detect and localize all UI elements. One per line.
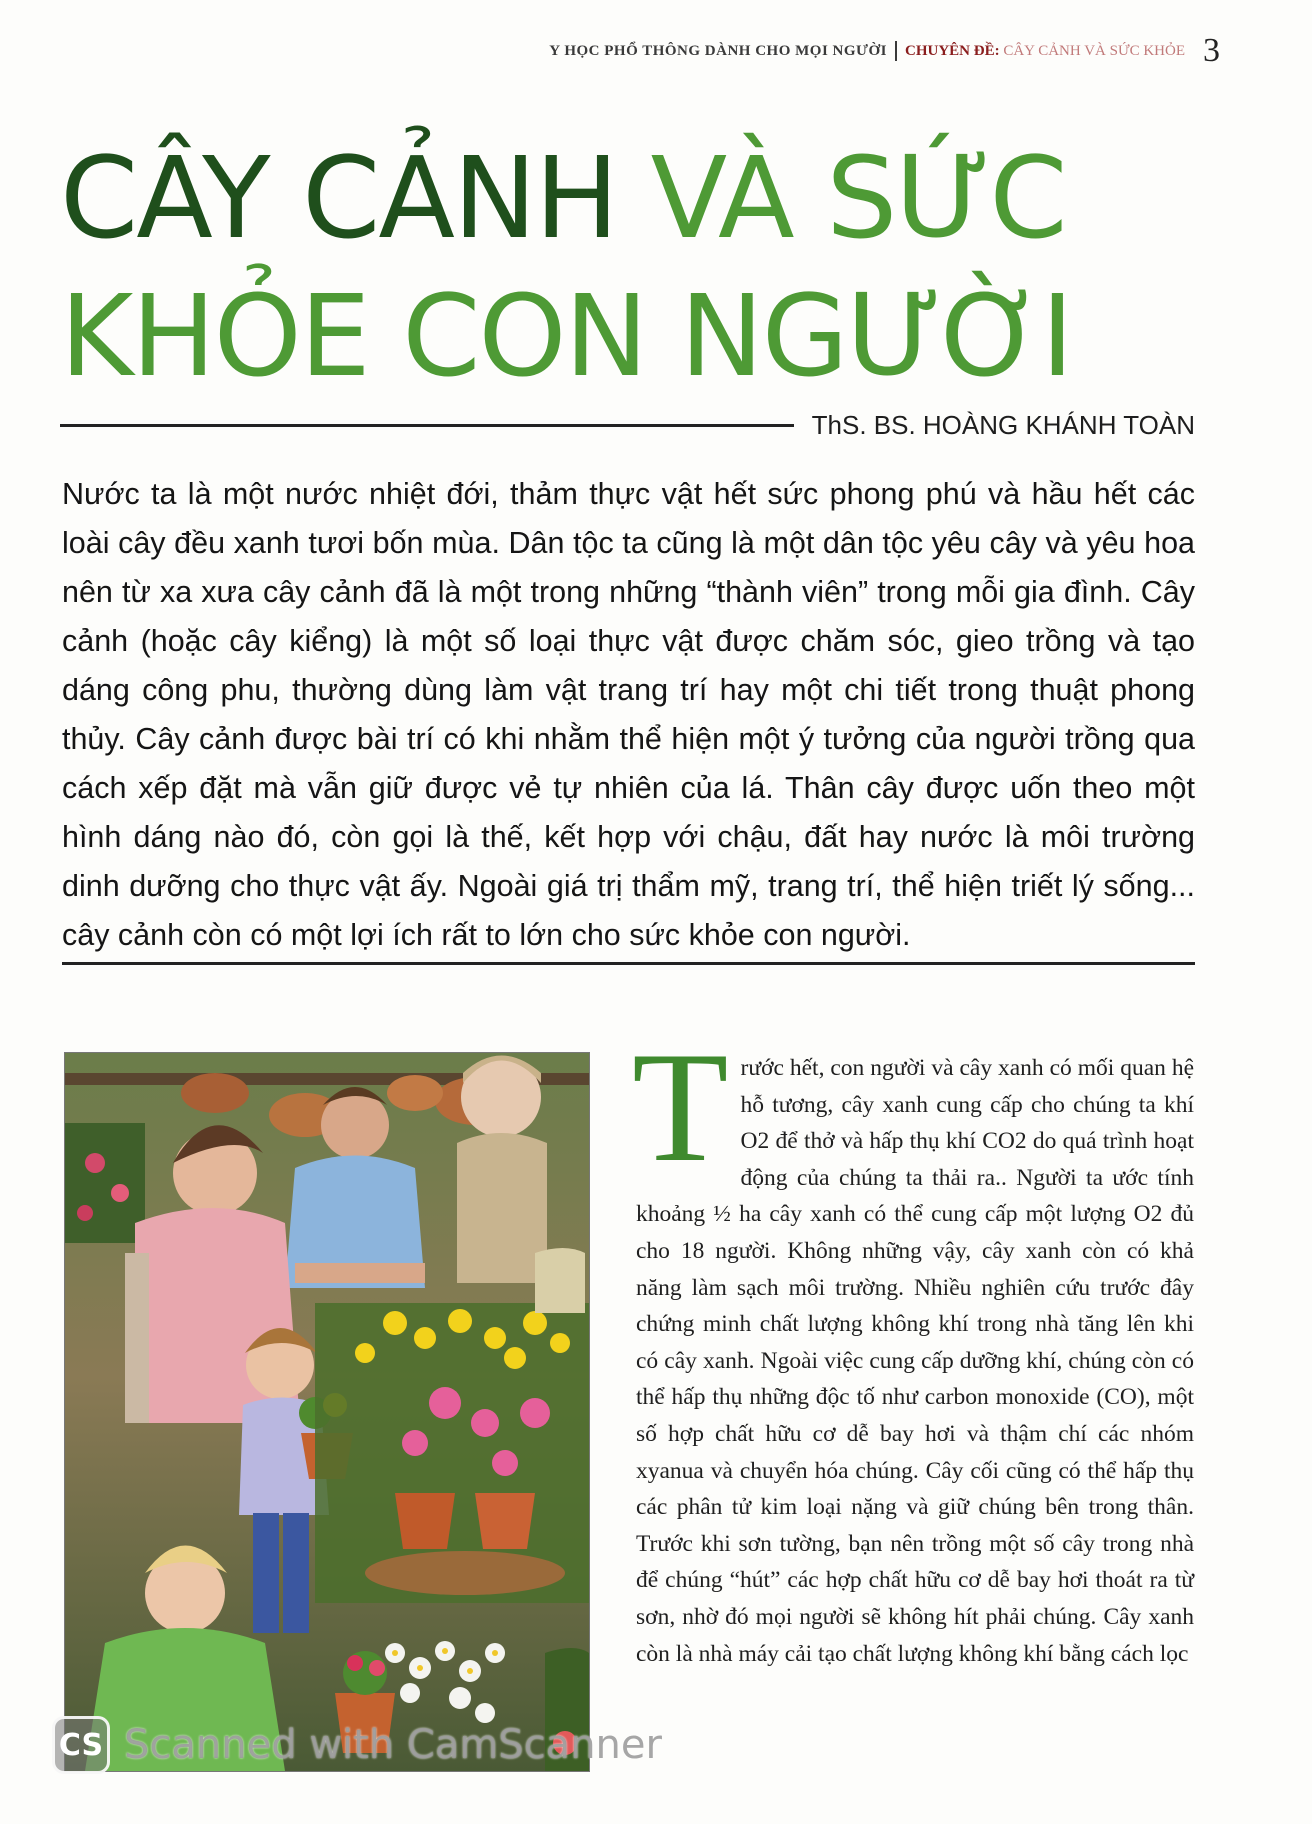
lead-paragraph: Nước ta là một nước nhiệt đới, thảm thực vật hết sức phong phú và hầu hết các loài cây đều xanh tươi bốn mùa. Dân tộc ta cũng là một dân tộc yêu cây và yêu hoa nên từ xa xưa cây cảnh đã là một trong những “thành viên” trong mỗi gia đình. Cây cảnh (hoặc cây kiểng) là một số loại thực vật được chăm sóc, gieo trồng và tạo dáng công phu, thường dùng làm vật trang trí hay một chi tiết trong thuật phong thủy. Cây cảnh được bài trí có khi nhằm thể hiện một ý tưởng của người trồng qua cách xếp đặt mà vẫn giữ được vẻ tự nhiên của lá. Thân cây được uốn theo một hình dáng nào đó, còn gọi là thế, kết hợp với chậu, đất hay nước là môi trường dinh dưỡng cho thực vật ấy. Ngoài giá trị thẩm mỹ, trang trí, thể hiện triết lý sống... cây cảnh còn có một lợi ích rất to lớn cho sức khỏe con người. — [62, 477, 1195, 952]
header-separator — [895, 41, 897, 61]
camscanner-logo-icon: CS — [52, 1716, 110, 1774]
author-byline: ThS. BS. HOÀNG KHÁNH TOÀN — [811, 410, 1195, 440]
topic-title: CÂY CẢNH VÀ SỨC KHỎE — [1003, 42, 1185, 59]
title-line-1-light: VÀ SỨC — [650, 134, 1066, 264]
byline-row — [60, 410, 1195, 441]
magazine-name: Y HỌC PHỔ THÔNG DÀNH CHO MỌI NGƯỜI — [549, 42, 887, 59]
article-photo — [64, 1052, 590, 1772]
title-line-1 — [60, 130, 1260, 268]
running-head — [520, 34, 1220, 68]
drop-cap: T — [632, 1020, 729, 1195]
section-divider — [62, 962, 1195, 965]
article-title — [60, 130, 1260, 406]
body-column — [632, 1020, 1194, 1672]
title-line-1-dark: CÂY CẢNH — [60, 134, 651, 264]
scanner-watermark — [52, 1714, 662, 1776]
byline-divider — [60, 424, 794, 427]
body-paragraph: rước hết, con người và cây xanh có mối quan hệ hỗ tương, cây xanh cung cấp cho chúng ta khí O2 để thở và hấp thụ khí CO2 do quá trình hoạt động của chúng ta thải ra.. Người ta ước tính khoảng ½ ha cây xanh có thể cung cấp một lượng O2 đủ cho 18 người. Không những vậy, cây xanh còn có khả năng làm sạch môi trường. Nhiều nghiên cứu trước đây chứng minh chất lượng không khí trong nhà tăng lên khi có cây xanh. Ngoài việc cung cấp dưỡng khí, chúng còn có thể hấp thụ những độc tố như carbon monoxide (CO), một số hợp chất hữu cơ dễ bay hơi và thậm chí các nhóm xyanua và chuyển hóa chúng. Cây cối cũng có thể hấp thụ các phân tử kim loại nặng và giữ chúng bên trong thân. Trước khi sơn tường, bạn nên trồng một số cây trong nhà để chúng “hút” các hợp chất hữu cơ dễ bay hơi thoát ra từ sơn, nhờ đó mọi người sẽ không hít phải chúng. Cây xanh còn là nhà máy cải tạo chất lượng không khí bằng cách lọc — [636, 1055, 1194, 1667]
topic-label — [905, 43, 1185, 60]
topic-prefix: CHUYÊN ĐỀ: — [905, 42, 1000, 59]
watermark-text: Scanned with CamScanner — [124, 1722, 662, 1768]
page-number: 3 — [1203, 32, 1220, 69]
garden-center-photo-illustration — [65, 1053, 589, 1771]
title-line-2: KHỎE CON NGƯỜI — [60, 272, 1072, 402]
